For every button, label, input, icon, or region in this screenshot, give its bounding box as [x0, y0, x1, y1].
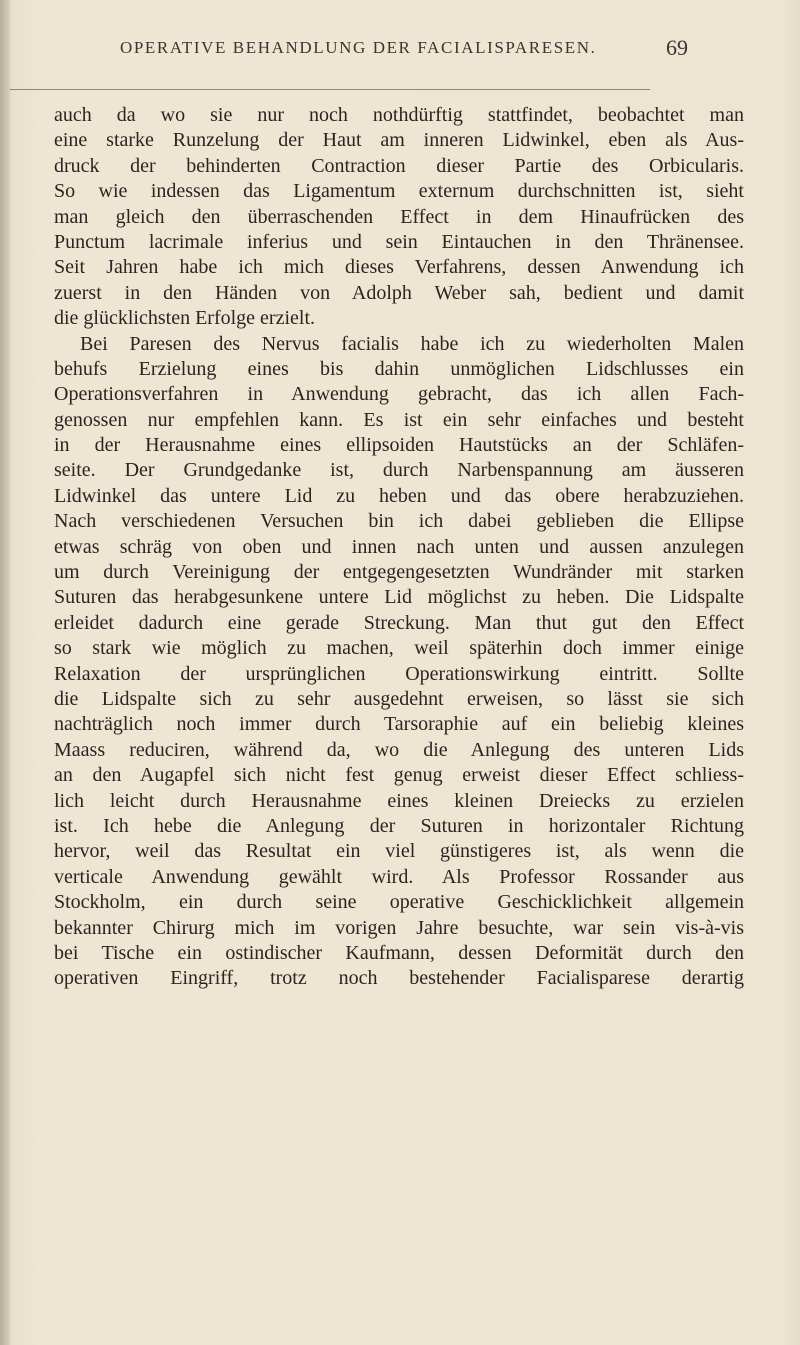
text-line: Lidwinkel das untere Lid zu heben und das obere herabzuziehen. — [54, 484, 744, 507]
text-line: Stockholm, ein durch seine operative Geschicklichkeit allgemein — [54, 891, 744, 914]
text-line: bei Tische ein ostindischer Kaufmann, dessen Deformität durch den — [54, 941, 744, 964]
text-line: seite. Der Grundgedanke ist, durch Narbenspannung am äusseren — [54, 459, 744, 482]
text-line: die Lidspalte sich zu sehr ausgedehnt erweisen, so lässt sie sich — [54, 687, 744, 710]
text-line: man gleich den überraschenden Effect in dem Hinaufrücken des — [54, 205, 744, 228]
text-line: in der Herausnahme eines ellipsoiden Hautstücks an der Schläfen- — [54, 434, 744, 457]
text-line: auch da wo sie nur noch nothdürftig stattfindet, beobachtet man — [54, 104, 744, 126]
text-line: Seit Jahren habe ich mich dieses Verfahrens, dessen Anwendung ich — [54, 256, 744, 279]
text-line: Suturen das herabgesunkene untere Lid möglichst zu heben. Die Lidspalte — [54, 586, 744, 609]
text-line: Punctum lacrimale inferius und sein Eintauchen in den Thränensee. — [54, 230, 744, 253]
text-line: genossen nur empfehlen kann. Es ist ein sehr einfaches und besteht — [54, 408, 744, 431]
text-line: so stark wie möglich zu machen, weil späterhin doch immer einige — [54, 637, 744, 660]
text-line: Relaxation der ursprünglichen Operationswirkung eintritt. Sollte — [54, 662, 744, 685]
text-line: ist. Ich hebe die Anlegung der Suturen in horizontaler Richtung — [54, 814, 744, 837]
text-line: hervor, weil das Resultat ein viel günstigeres ist, als wenn die — [54, 840, 744, 863]
text-line: bekannter Chirurg mich im vorigen Jahre besuchte, war sein vis-à-vis — [54, 916, 744, 939]
text-line: lich leicht durch Herausnahme eines kleinen Dreiecks zu erzielen — [54, 789, 744, 812]
page-number: 69 — [666, 35, 688, 60]
text-line: Maass reduciren, während da, wo die Anlegung des unteren Lids — [54, 738, 744, 761]
text-line: an den Augapfel sich nicht fest genug erweist dieser Effect schliess- — [54, 764, 744, 787]
text-line: behufs Erzielung eines bis dahin unmöglichen Lidschlusses ein — [54, 357, 744, 380]
text-line: So wie indessen das Ligamentum externum durchschnitten ist, sieht — [54, 180, 744, 203]
text-line: die glücklichsten Erfolge erzielt. — [54, 307, 316, 330]
text-line: Operationsverfahren in Anwendung gebracht, das ich allen Fach- — [54, 383, 744, 406]
header-rule — [10, 89, 650, 90]
body-text — [54, 103, 744, 992]
text-line: zuerst in den Händen von Adolph Weber sah, bedient und damit — [54, 281, 744, 304]
text-line: eine starke Runzelung der Haut am inneren Lidwinkel, eben als Aus- — [54, 129, 744, 152]
paragraph-start-line: Bei Paresen des Nervus facialis habe ich zu wiederholten Malen — [80, 332, 744, 355]
text-line: Nach verschiedenen Versuchen bin ich dabei geblieben die Ellipse — [54, 510, 744, 533]
text-line: druck der behinderten Contraction dieser Partie des Orbicularis. — [54, 154, 744, 177]
running-head — [120, 35, 688, 68]
running-title: OPERATIVE BEHANDLUNG DER FACIALISPARESEN. — [120, 38, 597, 57]
text-line: nachträglich noch immer durch Tarsoraphie auf ein beliebig kleines — [54, 713, 744, 736]
text-line: verticale Anwendung gewählt wird. Als Professor Rossander aus — [54, 865, 744, 888]
text-line: erleidet dadurch eine gerade Streckung. Man thut gut den Effect — [54, 611, 744, 634]
text-line: um durch Vereinigung der entgegengesetzten Wundränder mit starken — [54, 561, 744, 584]
text-line: etwas schräg von oben und innen nach unten und aussen anzulegen — [54, 535, 744, 558]
text-line: operativen Eingriff, trotz noch bestehender Facialisparese derartig — [54, 967, 744, 990]
binding-edge — [0, 0, 10, 1345]
